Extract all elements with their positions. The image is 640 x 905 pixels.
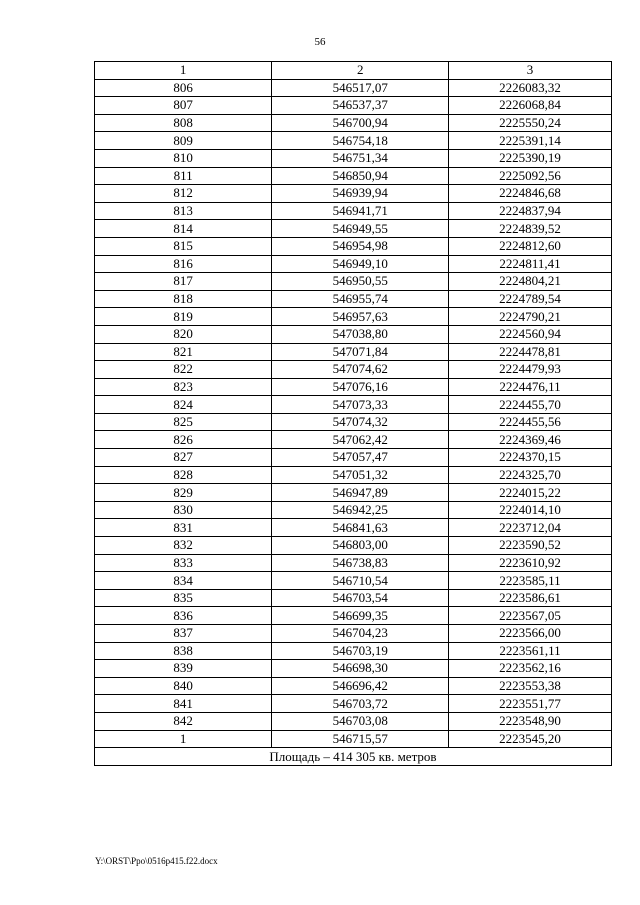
y-coordinate-cell: 2224455,70 (449, 396, 612, 414)
point-number-cell: 814 (95, 220, 272, 238)
x-coordinate-cell: 546954,98 (272, 237, 449, 255)
point-number-cell: 838 (95, 642, 272, 660)
point-number-cell: 836 (95, 607, 272, 625)
y-coordinate-cell: 2224812,60 (449, 237, 612, 255)
y-coordinate-cell: 2225391,14 (449, 132, 612, 150)
point-number-cell: 816 (95, 255, 272, 273)
x-coordinate-cell: 546942,25 (272, 501, 449, 519)
coordinates-table (94, 61, 612, 766)
y-coordinate-cell: 2223561,11 (449, 642, 612, 660)
point-number-cell: 825 (95, 413, 272, 431)
point-number-cell: 834 (95, 572, 272, 590)
area-label: Площадь – 414 305 кв. метров (95, 748, 612, 766)
table-row (95, 625, 612, 643)
header-cell-point: 1 (95, 62, 272, 80)
table-row (95, 255, 612, 273)
table-row (95, 712, 612, 730)
header-cell-y: 3 (449, 62, 612, 80)
x-coordinate-cell: 547071,84 (272, 343, 449, 361)
table-row (95, 484, 612, 502)
table-row (95, 589, 612, 607)
point-number-cell: 810 (95, 149, 272, 167)
point-number-cell: 819 (95, 308, 272, 326)
x-coordinate-cell: 546710,54 (272, 572, 449, 590)
x-coordinate-cell: 546754,18 (272, 132, 449, 150)
table-footer (95, 748, 612, 766)
y-coordinate-cell: 2224479,93 (449, 361, 612, 379)
y-coordinate-cell: 2225092,56 (449, 167, 612, 185)
point-number-cell: 821 (95, 343, 272, 361)
y-coordinate-cell: 2224560,94 (449, 325, 612, 343)
x-coordinate-cell: 546949,55 (272, 220, 449, 238)
point-number-cell: 818 (95, 290, 272, 308)
point-number-cell: 842 (95, 712, 272, 730)
y-coordinate-cell: 2224014,10 (449, 501, 612, 519)
point-number-cell: 830 (95, 501, 272, 519)
x-coordinate-cell: 546751,34 (272, 149, 449, 167)
x-coordinate-cell: 546955,74 (272, 290, 449, 308)
y-coordinate-cell: 2224476,11 (449, 378, 612, 396)
table-row (95, 677, 612, 695)
y-coordinate-cell: 2223586,61 (449, 589, 612, 607)
y-coordinate-cell: 2224846,68 (449, 185, 612, 203)
y-coordinate-cell: 2224370,15 (449, 449, 612, 467)
point-number-cell: 841 (95, 695, 272, 713)
point-number-cell: 806 (95, 79, 272, 97)
point-number-cell: 822 (95, 361, 272, 379)
table-row (95, 537, 612, 555)
y-coordinate-cell: 2224839,52 (449, 220, 612, 238)
table-row (95, 361, 612, 379)
point-number-cell: 1 (95, 730, 272, 748)
table-row (95, 695, 612, 713)
point-number-cell: 826 (95, 431, 272, 449)
table-row (95, 449, 612, 467)
point-number-cell: 823 (95, 378, 272, 396)
y-coordinate-cell: 2224015,22 (449, 484, 612, 502)
table-row (95, 607, 612, 625)
point-number-cell: 840 (95, 677, 272, 695)
table-row (95, 642, 612, 660)
point-number-cell: 829 (95, 484, 272, 502)
y-coordinate-cell: 2223545,20 (449, 730, 612, 748)
point-number-cell: 831 (95, 519, 272, 537)
y-coordinate-cell: 2224789,54 (449, 290, 612, 308)
table-row (95, 554, 612, 572)
area-row (95, 748, 612, 766)
table-row (95, 220, 612, 238)
x-coordinate-cell: 546947,89 (272, 484, 449, 502)
table-row (95, 431, 612, 449)
x-coordinate-cell: 546715,57 (272, 730, 449, 748)
table-row (95, 97, 612, 115)
y-coordinate-cell: 2226083,32 (449, 79, 612, 97)
point-number-cell: 820 (95, 325, 272, 343)
y-coordinate-cell: 2224325,70 (449, 466, 612, 484)
x-coordinate-cell: 546703,72 (272, 695, 449, 713)
table-row (95, 290, 612, 308)
point-number-cell: 839 (95, 660, 272, 678)
table-row (95, 501, 612, 519)
table-row (95, 466, 612, 484)
point-number-cell: 833 (95, 554, 272, 572)
table-row (95, 185, 612, 203)
table-row (95, 378, 612, 396)
x-coordinate-cell: 546696,42 (272, 677, 449, 695)
x-coordinate-cell: 546941,71 (272, 202, 449, 220)
y-coordinate-cell: 2224478,81 (449, 343, 612, 361)
y-coordinate-cell: 2223566,00 (449, 625, 612, 643)
x-coordinate-cell: 546517,07 (272, 79, 449, 97)
y-coordinate-cell: 2223548,90 (449, 712, 612, 730)
table-row (95, 308, 612, 326)
y-coordinate-cell: 2223590,52 (449, 537, 612, 555)
point-number-cell: 808 (95, 114, 272, 132)
point-number-cell: 824 (95, 396, 272, 414)
x-coordinate-cell: 546939,94 (272, 185, 449, 203)
table-row (95, 237, 612, 255)
table-body (95, 79, 612, 748)
x-coordinate-cell: 546537,37 (272, 97, 449, 115)
x-coordinate-cell: 546957,63 (272, 308, 449, 326)
table-row (95, 343, 612, 361)
x-coordinate-cell: 546700,94 (272, 114, 449, 132)
y-coordinate-cell: 2223712,04 (449, 519, 612, 537)
table-row (95, 132, 612, 150)
table-row (95, 325, 612, 343)
x-coordinate-cell: 546803,00 (272, 537, 449, 555)
y-coordinate-cell: 2223553,38 (449, 677, 612, 695)
y-coordinate-cell: 2224455,56 (449, 413, 612, 431)
table-row (95, 413, 612, 431)
y-coordinate-cell: 2224811,41 (449, 255, 612, 273)
y-coordinate-cell: 2224790,21 (449, 308, 612, 326)
x-coordinate-cell: 546949,10 (272, 255, 449, 273)
point-number-cell: 832 (95, 537, 272, 555)
table-row (95, 396, 612, 414)
point-number-cell: 811 (95, 167, 272, 185)
x-coordinate-cell: 546841,63 (272, 519, 449, 537)
point-number-cell: 813 (95, 202, 272, 220)
point-number-cell: 812 (95, 185, 272, 203)
table-row (95, 79, 612, 97)
x-coordinate-cell: 546738,83 (272, 554, 449, 572)
x-coordinate-cell: 546703,08 (272, 712, 449, 730)
x-coordinate-cell: 546950,55 (272, 273, 449, 291)
x-coordinate-cell: 547038,80 (272, 325, 449, 343)
x-coordinate-cell: 547051,32 (272, 466, 449, 484)
x-coordinate-cell: 546703,19 (272, 642, 449, 660)
point-number-cell: 835 (95, 589, 272, 607)
y-coordinate-cell: 2224804,21 (449, 273, 612, 291)
table-row (95, 167, 612, 185)
page-number: 56 (314, 36, 326, 48)
table-row (95, 202, 612, 220)
y-coordinate-cell: 2223610,92 (449, 554, 612, 572)
y-coordinate-cell: 2225550,24 (449, 114, 612, 132)
footer-file-path: Y:\ORST\Ppo\0516p415.f22.docx (95, 856, 218, 866)
y-coordinate-cell: 2226068,84 (449, 97, 612, 115)
x-coordinate-cell: 547074,62 (272, 361, 449, 379)
header-cell-x: 2 (272, 62, 449, 80)
point-number-cell: 815 (95, 237, 272, 255)
x-coordinate-cell: 546704,23 (272, 625, 449, 643)
x-coordinate-cell: 546703,54 (272, 589, 449, 607)
x-coordinate-cell: 547057,47 (272, 449, 449, 467)
x-coordinate-cell: 547074,32 (272, 413, 449, 431)
y-coordinate-cell: 2223551,77 (449, 695, 612, 713)
y-coordinate-cell: 2225390,19 (449, 149, 612, 167)
table-row (95, 730, 612, 748)
point-number-cell: 807 (95, 97, 272, 115)
table-row (95, 149, 612, 167)
x-coordinate-cell: 546850,94 (272, 167, 449, 185)
table-header (95, 62, 612, 80)
point-number-cell: 827 (95, 449, 272, 467)
table-row (95, 273, 612, 291)
y-coordinate-cell: 2223567,05 (449, 607, 612, 625)
table-row (95, 519, 612, 537)
point-number-cell: 809 (95, 132, 272, 150)
y-coordinate-cell: 2223585,11 (449, 572, 612, 590)
header-row (95, 62, 612, 80)
table-row (95, 572, 612, 590)
y-coordinate-cell: 2223562,16 (449, 660, 612, 678)
x-coordinate-cell: 547062,42 (272, 431, 449, 449)
y-coordinate-cell: 2224369,46 (449, 431, 612, 449)
point-number-cell: 817 (95, 273, 272, 291)
y-coordinate-cell: 2224837,94 (449, 202, 612, 220)
x-coordinate-cell: 546698,30 (272, 660, 449, 678)
point-number-cell: 828 (95, 466, 272, 484)
x-coordinate-cell: 547073,33 (272, 396, 449, 414)
table-row (95, 114, 612, 132)
point-number-cell: 837 (95, 625, 272, 643)
table-row (95, 660, 612, 678)
x-coordinate-cell: 547076,16 (272, 378, 449, 396)
x-coordinate-cell: 546699,35 (272, 607, 449, 625)
